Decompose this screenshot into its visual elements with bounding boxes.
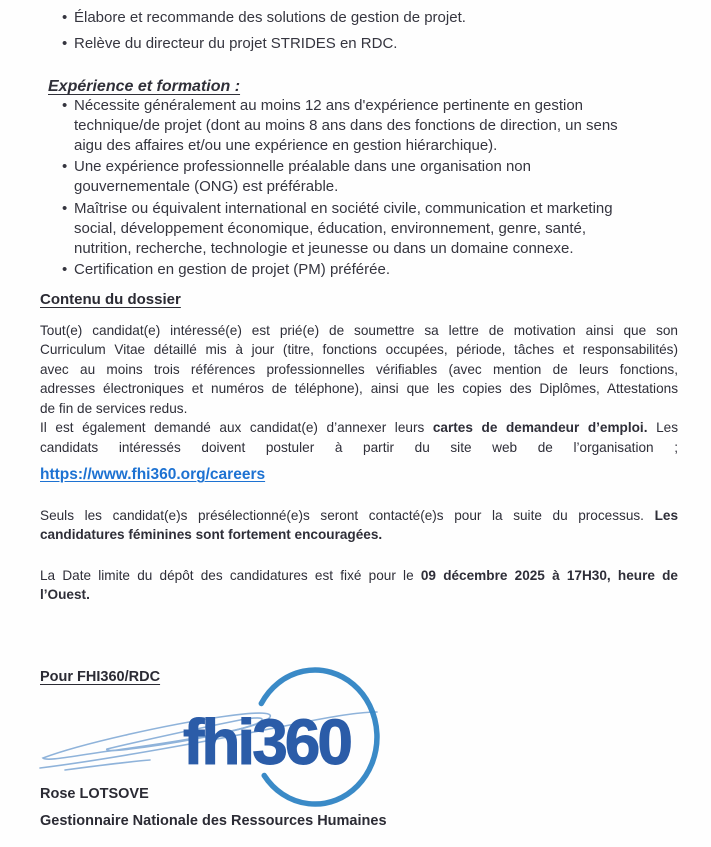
dossier-section <box>0 290 711 605</box>
paragraph-text: Il est également demandé aux candidat(e) d’annexer leurs <box>40 420 425 436</box>
fhi360-logo-text: fhi360 <box>183 706 350 778</box>
paragraph-text: Les <box>656 420 678 436</box>
bold-phrase-candidatures-feminines: candidatures féminines sont fortement encouragées. <box>40 527 383 543</box>
deadline-paragraph <box>40 566 678 605</box>
paragraph-line <box>40 506 678 526</box>
deadline-tail-bold: l’Ouest. <box>40 587 90 603</box>
paragraph-line: Tout(e) candidat(e) intéressé(e) est prié(e) de soumettre sa lettre de motivation ainsi que son <box>40 322 678 338</box>
bullet-item: • Maîtrise ou équivalent international en société civile, communication et marketing social, développement économique, éducation, environnement, genre, santé, nutrition, recherche, technologie et jeunesse ou dans un domaine connexe. <box>62 199 619 258</box>
bullet-item: • Élabore et recommande des solutions de gestion de projet. <box>62 8 634 28</box>
paragraph-line: Curriculum Vitae détaillé mis à jour (titre, fonctions occupées, période, tâches et responsabilités) <box>40 342 678 358</box>
bullet-item: • Certification en gestion de projet (PM) préférée. <box>62 260 619 280</box>
paragraph-text: Seuls les candidat(e)s présélectionné(e)s seront contacté(e)s pour la suite du processus. <box>40 507 644 523</box>
paragraph-text: La Date limite du dépôt des candidatures est fixé pour le <box>40 567 414 583</box>
signoff-for-label: Pour FHI360/RDC <box>40 669 161 685</box>
bullet-item: • Nécessite généralement au moins 12 ans d'expérience pertinente en gestion technique/de projet (dont au moins 8 ans dans des fonctions de direction, un sens aigu des affaires et/ou une expérience en gestion hiérarchique). <box>62 96 619 155</box>
experience-bullet-list <box>40 96 675 280</box>
dossier-paragraph-2 <box>40 418 678 485</box>
signatory-name: Rose LOTSOVE <box>40 786 149 802</box>
top-section <box>0 0 711 280</box>
careers-link[interactable]: https://www.fhi360.org/careers <box>40 466 266 484</box>
bullet-item: • Une expérience professionnelle préalable dans une organisation non gouvernementale (ONG) est préférable. <box>62 157 619 197</box>
selection-note-paragraph <box>40 506 678 545</box>
bullet-item: • Relève du directeur du projet STRIDES en RDC. <box>62 34 634 54</box>
paragraph-line: avec au moins trois références professionnelles vérifiables (avec mention de leurs fonctions, <box>40 361 678 377</box>
paragraph-line: adresses électroniques et numéros de téléphone), ainsi que les copies des Diplômes, Attestations <box>40 381 678 397</box>
paragraph-line <box>40 418 678 438</box>
dossier-heading: Contenu du dossier <box>40 291 181 309</box>
paragraph-line <box>40 566 678 586</box>
paragraph-line: de fin de services redus. <box>40 400 188 416</box>
signatory-title: Gestionnaire Nationale des Ressources Humaines <box>40 813 387 829</box>
dossier-paragraph-1 <box>40 321 678 419</box>
paragraph-line: candidats intéressés doivent postuler à partir du site web de l’organisation ; <box>40 439 678 455</box>
intro-bullet-list <box>40 8 675 53</box>
bold-phrase-demandeur-emploi: cartes de demandeur d’emploi. <box>432 420 648 436</box>
experience-section-heading: Expérience et formation : <box>48 78 241 95</box>
deadline-date-bold: 09 décembre 2025 à 17H30, heure de <box>420 567 678 583</box>
bold-text: Les <box>654 507 679 523</box>
